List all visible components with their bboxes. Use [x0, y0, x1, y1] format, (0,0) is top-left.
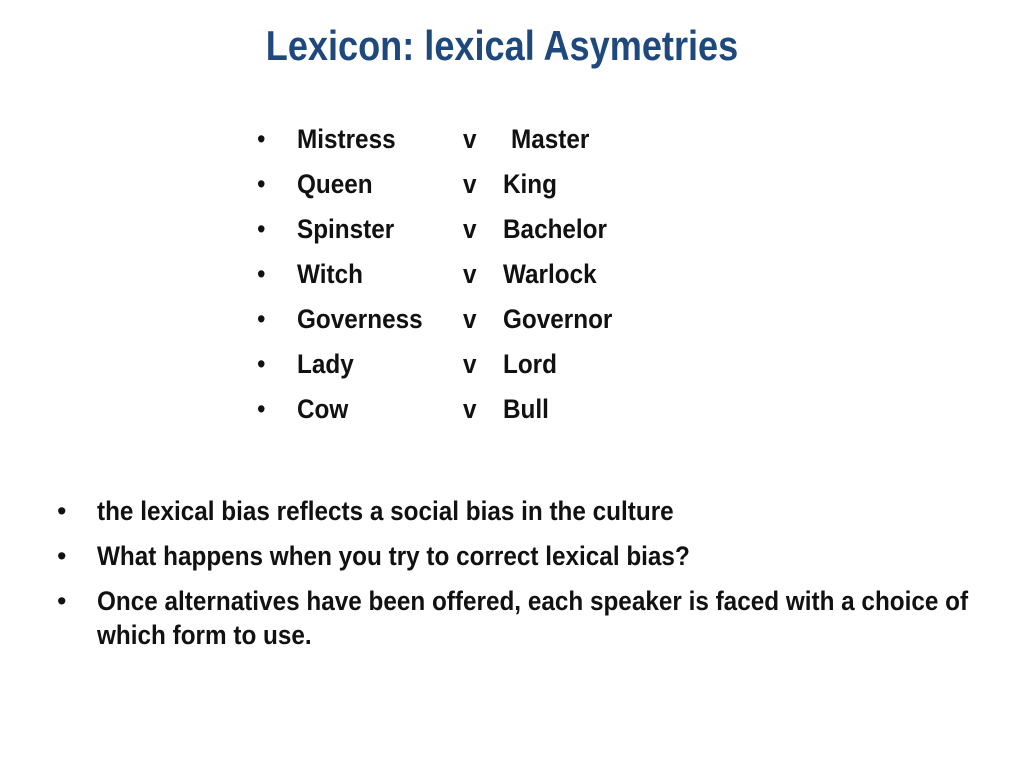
- discussion-point: [55, 494, 985, 528]
- discussion-points: [55, 494, 985, 663]
- feminine-term: Queen: [297, 169, 373, 199]
- feminine-term: Spinster: [297, 214, 395, 244]
- feminine-term: Cow: [297, 394, 349, 424]
- versus-separator: v: [463, 394, 477, 424]
- discussion-point: [55, 584, 985, 652]
- word-pair-row: [255, 394, 675, 439]
- bullet-icon: •: [57, 496, 67, 526]
- word-pair-list: [255, 124, 675, 439]
- discussion-point: [55, 539, 985, 573]
- feminine-term: Mistress: [297, 124, 396, 154]
- versus-separator: v: [463, 259, 477, 289]
- bullet-icon: •: [257, 349, 266, 379]
- feminine-term: Governess: [297, 304, 423, 334]
- masculine-term: Bull: [503, 394, 549, 424]
- bullet-icon: •: [257, 214, 266, 244]
- masculine-term: Warlock: [503, 259, 597, 289]
- masculine-term: Bachelor: [503, 214, 607, 244]
- masculine-term: Lord: [503, 349, 557, 379]
- versus-separator: v: [463, 124, 477, 154]
- discussion-point-text: the lexical bias reflects a social bias in the culture: [97, 496, 674, 526]
- versus-separator: v: [463, 349, 477, 379]
- versus-separator: v: [463, 214, 477, 244]
- versus-separator: v: [463, 304, 477, 334]
- masculine-term: King: [503, 169, 557, 199]
- masculine-term: Master: [511, 124, 590, 154]
- slide-title: Lexicon: lexical Asymetries: [265, 22, 739, 69]
- word-pair-row: [255, 124, 675, 169]
- bullet-icon: •: [257, 304, 266, 334]
- word-pair-row: [255, 349, 675, 394]
- feminine-term: Lady: [297, 349, 354, 379]
- discussion-point-text: Once alternatives have been offered, each speaker is faced with a choice of which form to use.: [97, 586, 969, 650]
- bullet-icon: •: [57, 586, 67, 616]
- word-pair-row: [255, 169, 675, 214]
- bullet-icon: •: [57, 541, 67, 571]
- word-pair-row: [255, 304, 675, 349]
- word-pair-row: [255, 259, 675, 304]
- bullet-icon: •: [257, 259, 266, 289]
- word-pair-row: [255, 214, 675, 259]
- feminine-term: Witch: [297, 259, 363, 289]
- discussion-point-text: What happens when you try to correct lexical bias?: [97, 541, 690, 571]
- versus-separator: v: [463, 169, 477, 199]
- bullet-icon: •: [257, 394, 266, 424]
- masculine-term: Governor: [503, 304, 613, 334]
- bullet-icon: •: [257, 124, 266, 154]
- bullet-icon: •: [257, 169, 266, 199]
